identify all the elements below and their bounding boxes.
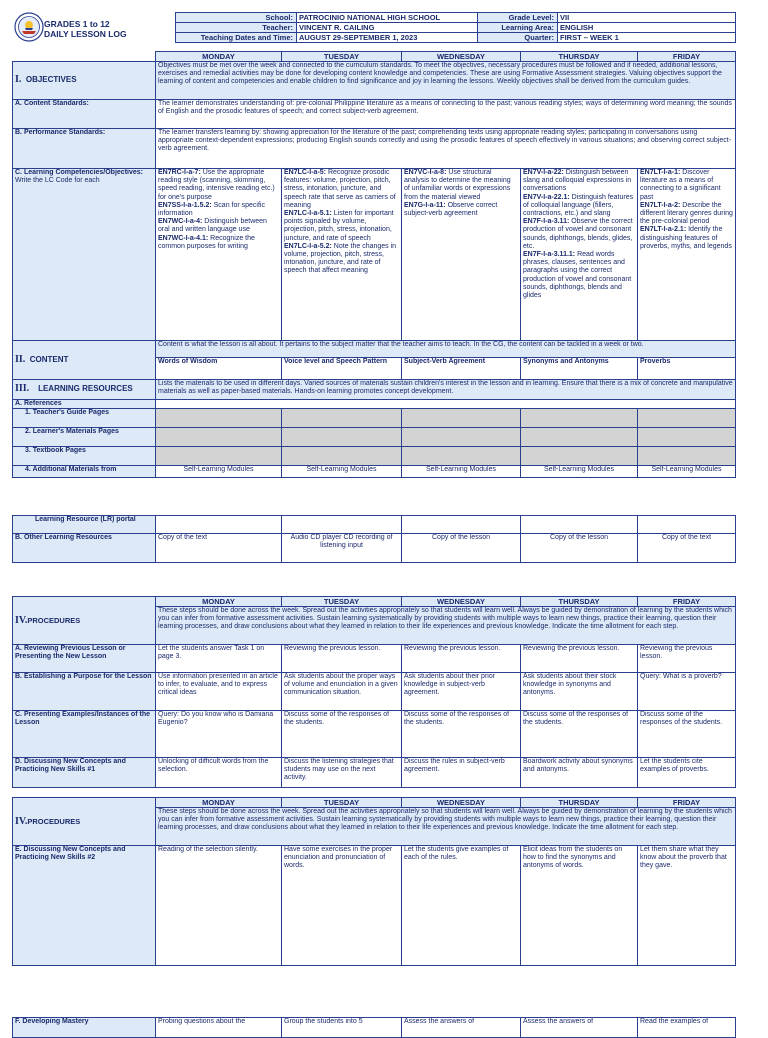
other-resources-monday: Copy of the text: [156, 534, 282, 563]
content-standards-text: The learner demonstrates understanding of: pre-colonial Philippine literature as a means of connecting to the past; various reading styles; ways of determining word meaning; the sounds of English and the prosodic features of speech; and correct subject-verb agreement.: [156, 100, 736, 129]
procedures-instructions-2: These steps should be done across the week. Spread out the activities appropriately so that students will learn well. Always be guided by demonstration of learning by the students which you can infer from formative assessment activities. Sustain learning systematically by providing students with multiple ways to learn new things, practice their learning, question their learning processes, and draw conclusions about what they learned in relation to their life experiences and previous knowledge. Indicate the time allotment for each step.: [156, 808, 736, 846]
procedure-c-wednesday: Discuss some of the responses of the students.: [402, 711, 521, 758]
procedure-b-wednesday: Ask students about their prior knowledge in subject-verb agreement.: [402, 673, 521, 711]
procedures-section-label-2: IV.PROCEDURES: [13, 798, 156, 846]
content-instructions: Content is what the lesson is all about. It pertains to the subject matter that the teacher aims to teach. In the CG, the content can be tackled in a week or two.: [156, 341, 736, 358]
learning-competencies-label: C. Learning Competencies/Objectives: Write the LC Code for each: [13, 169, 156, 341]
content-wednesday: Subject-Verb Agreement: [402, 358, 521, 380]
day-header-thursday: THURSDAY: [521, 597, 638, 607]
lc-tuesday: EN7LC-I-a-5: Recognize prosodic features: volume, projection, pitch, stress, intonation, juncture, and speech rate that serve as carriers of meaning EN7LC-I-a-5.1: Listen for important points signaled by volume, projection, pitch, stress, intonation, juncture, and rate of speech EN7LC-I-a-5.2: Note the changes in volume, projection, pitch, stress, intonation, juncture, and rate of speech that affect meaning: [282, 169, 402, 341]
day-header-monday: MONDAY: [156, 798, 282, 808]
procedure-a-thursday: Reviewing the previous lesson.: [521, 645, 638, 673]
lc-friday: EN7LT-I-a-1: Discover literature as a means of connecting to a significant past EN7LT-I-a-2: Describe the different literary genres during the pre-colonial period EN7LT-I-a-2.1: Identify the distinguishing features of proverbs, myths, and legends: [638, 169, 736, 341]
day-header-tuesday: TUESDAY: [282, 798, 402, 808]
content-monday: Words of Wisdom: [156, 358, 282, 380]
additional-materials-label: 4. Additional Materials from: [13, 466, 156, 478]
grade-level-label: Grade Level:: [478, 13, 558, 23]
objectives-instructions: Objectives must be met over the week and connected to the curriculum standards. To meet the objectives, necessary procedures must be followed and if needed, additional lessons, exercises and remedial activities may be done for developing content knowledge and competencies. These are using Formative Assessment strategies. Valuing objectives support the learning of content and competencies and enable children to find significance and joy in learning the lessons. Weekly objectives shall be derived from the curriculum guides.: [156, 62, 736, 100]
lesson-log-table-5: [12, 1017, 736, 1038]
other-resources-friday: Copy of the text: [638, 534, 736, 563]
procedure-f-tuesday: Group the students into 5: [282, 1018, 402, 1038]
procedure-b-label: B. Establishing a Purpose for the Lesson: [13, 673, 156, 711]
school-label: School:: [176, 13, 297, 23]
procedure-c-friday: Discuss some of the responses of the students.: [638, 711, 736, 758]
day-header-wednesday: WEDNESDAY: [402, 798, 521, 808]
procedure-c-label: C. Presenting Examples/Instances of the Lesson: [13, 711, 156, 758]
procedure-f-thursday: Assess the answers of: [521, 1018, 638, 1038]
other-resources-thursday: Copy of the lesson: [521, 534, 638, 563]
deped-seal-logo: [14, 12, 44, 42]
content-tuesday: Voice level and Speech Pattern: [282, 358, 402, 380]
day-header-monday: MONDAY: [156, 597, 282, 607]
content-thursday: Synonyms and Antonyms: [521, 358, 638, 380]
textbook-pages-label: 3. Textbook Pages: [13, 447, 156, 466]
lc-monday: EN7RC-I-a-7: Use the appropriate reading style (scanning, skimming, speed reading, intensive reading etc.) for one's purpose EN7SS-I-a-1.5.2: Scan for specific information EN7WC-I-a-4: Distinguish between oral and written language use EN7WC-I-a-4.1: Recognize the common purposes for writing: [156, 169, 282, 341]
procedure-f-monday: Probing questions about the: [156, 1018, 282, 1038]
grade-level-value: VII: [558, 13, 736, 23]
procedure-a-friday: Reviewing the previous lesson.: [638, 645, 736, 673]
day-header-wednesday: WEDNESDAY: [402, 597, 521, 607]
procedure-c-monday: Query: Do you know who is Damiana Eugenio?: [156, 711, 282, 758]
lesson-log-table-3: [12, 596, 736, 788]
other-resources-tuesday: Audio CD player CD recording of listening input: [282, 534, 402, 563]
learners-materials-label: 2. Learner's Materials Pages: [13, 428, 156, 447]
procedure-c-tuesday: Discuss some of the responses of the students.: [282, 711, 402, 758]
procedure-d-friday: Let the students cite examples of proverbs.: [638, 758, 736, 788]
day-header-monday: MONDAY: [156, 52, 282, 62]
lesson-log-table-1: [12, 51, 736, 478]
other-resources-wednesday: Copy of the lesson: [402, 534, 521, 563]
lc-wednesday: EN7VC-I-a-8: Use structural analysis to determine the meaning of unfamiliar words or expressions from the material viewed EN7G-I-a-11: Observe correct subject-verb agreement: [402, 169, 521, 341]
additional-materials-thursday: Self-Learning Modules: [521, 466, 638, 478]
procedure-f-wednesday: Assess the answers of: [402, 1018, 521, 1038]
teacher-value: VINCENT R. CAILING: [297, 23, 478, 33]
lesson-log-table-2: [12, 515, 736, 563]
procedure-e-label: E. Discussing New Concepts and Practicing New Skills #2: [13, 846, 156, 966]
additional-materials-tuesday: Self-Learning Modules: [282, 466, 402, 478]
learning-resources-instructions: Lists the materials to be used in different days. Varied sources of materials sustain children's interest in the lesson and in learning. Ensure that there is a mix of concrete and manipulative materials as well as paper-based materials. Hands-on learning promotes concept development.: [156, 380, 736, 400]
procedure-d-tuesday: Discuss the listening strategies that students may use on the next activity.: [282, 758, 402, 788]
quarter-value: FIRST – WEEK 1: [558, 33, 736, 43]
procedure-a-monday: Let the students answer Task 1 on page 3.: [156, 645, 282, 673]
day-header-thursday: THURSDAY: [521, 798, 638, 808]
teaching-dates-label: Teaching Dates and Time:: [176, 33, 297, 43]
header-info-table: [175, 12, 736, 43]
learning-resources-section-label: III. LEARNING RESOURCES: [13, 380, 156, 400]
references-label: A. References: [13, 400, 156, 409]
form-title-line1: GRADES 1 to 12: [44, 19, 110, 29]
performance-standards-text: The learner transfers learning by: showing appreciation for the literature of the past; comprehending texts using appropriate reading styles; participating in conversations using appropriate context-dependent expressions; producing English sounds correctly and using the prosodic features of speech effectively in various situations; and observing correct subject-verb agreement.: [156, 129, 736, 169]
day-header-tuesday: TUESDAY: [282, 597, 402, 607]
day-header-tuesday: TUESDAY: [282, 52, 402, 62]
day-header-friday: FRIDAY: [638, 52, 736, 62]
procedure-b-monday: Use information presented in an article to infer, to evaluate, and to express critical ideas: [156, 673, 282, 711]
lesson-log-table-4: [12, 797, 736, 966]
procedure-e-wednesday: Let the students give examples of each of the rules.: [402, 846, 521, 966]
day-header-friday: FRIDAY: [638, 798, 736, 808]
quarter-label: Quarter:: [478, 33, 558, 43]
procedure-d-monday: Unlocking of difficult words from the selection.: [156, 758, 282, 788]
procedures-section-label: IV.PROCEDURES: [13, 597, 156, 645]
procedure-f-label: F. Developing Mastery: [13, 1018, 156, 1038]
day-header-thursday: THURSDAY: [521, 52, 638, 62]
procedure-a-tuesday: Reviewing the previous lesson.: [282, 645, 402, 673]
learning-area-value: ENGLISH: [558, 23, 736, 33]
performance-standards-label: B. Performance Standards:: [13, 129, 156, 169]
content-section-label: II. CONTENT: [13, 341, 156, 380]
procedure-b-tuesday: Ask students about the proper ways of volume and enunciation in a given communication situation.: [282, 673, 402, 711]
procedure-d-label: D. Discussing New Concepts and Practicing New Skills #1: [13, 758, 156, 788]
lr-portal-label: Learning Resource (LR) portal: [13, 516, 156, 534]
additional-materials-monday: Self-Learning Modules: [156, 466, 282, 478]
procedure-e-tuesday: Have some exercises in the proper enunciation and pronunciation of words.: [282, 846, 402, 966]
teachers-guide-label: 1. Teacher's Guide Pages: [13, 409, 156, 428]
teaching-dates-value: AUGUST 29-SEPTEMBER 1, 2023: [297, 33, 478, 43]
learning-area-label: Learning Area:: [478, 23, 558, 33]
procedure-e-friday: Let them share what they know about the proverb that they gave.: [638, 846, 736, 966]
day-header-wednesday: WEDNESDAY: [402, 52, 521, 62]
procedure-b-thursday: Ask students about their stock knowledge in synonyms and antonyms.: [521, 673, 638, 711]
procedure-a-label: A. Reviewing Previous Lesson or Presenting the New Lesson: [13, 645, 156, 673]
procedure-d-wednesday: Discuss the rules in subject-verb agreement.: [402, 758, 521, 788]
procedure-e-monday: Reading of the selection silently.: [156, 846, 282, 966]
content-standards-label: A. Content Standards:: [13, 100, 156, 129]
additional-materials-wednesday: Self-Learning Modules: [402, 466, 521, 478]
lc-thursday: EN7V-I-a-22: Distinguish between slang and colloquial expressions in conversations EN7V-I-a-22.1: Distinguish features of colloquial language (fillers, contractions, etc.) and slang EN7F-I-a-3.11: Observe the correct production of vowel and consonant sounds, diphthongs, blends, glides, etc. EN7F-I-a-3.11.1: Read words phrases, clauses, sentences and paragraphs using the correct production of vowel and consonant sounds, diphthongs, blends and glides: [521, 169, 638, 341]
procedure-a-wednesday: Reviewing the previous lesson.: [402, 645, 521, 673]
procedure-b-friday: Query: What is a proverb?: [638, 673, 736, 711]
additional-materials-friday: Self-Learning Modules: [638, 466, 736, 478]
day-header-friday: FRIDAY: [638, 597, 736, 607]
procedures-instructions: These steps should be done across the week. Spread out the activities appropriately so that students will learn well. Always be guided by demonstration of learning by the students which you can infer from formative assessment activities. Sustain learning systematically by providing students with multiple ways to learn new things, practice their learning, question their learning processes, and draw conclusions about what they learned in relation to their life experiences and previous knowledge. Indicate the time allotment for each step.: [156, 607, 736, 645]
objectives-section-label: I. OBJECTIVES: [13, 62, 156, 100]
procedure-d-thursday: Boardwork activity about synonyms and antonyms.: [521, 758, 638, 788]
form-title-line2: DAILY LESSON LOG: [44, 29, 127, 39]
other-resources-label: B. Other Learning Resources: [13, 534, 156, 563]
school-value: PATROCINIO NATIONAL HIGH SCHOOL: [297, 13, 478, 23]
procedure-c-thursday: Discuss some of the responses of the students.: [521, 711, 638, 758]
teacher-label: Teacher:: [176, 23, 297, 33]
procedure-f-friday: Read the examples of: [638, 1018, 736, 1038]
content-friday: Proverbs: [638, 358, 736, 380]
procedure-e-thursday: Elicit ideas from the students on how to find the synonyms and antonyms of words.: [521, 846, 638, 966]
